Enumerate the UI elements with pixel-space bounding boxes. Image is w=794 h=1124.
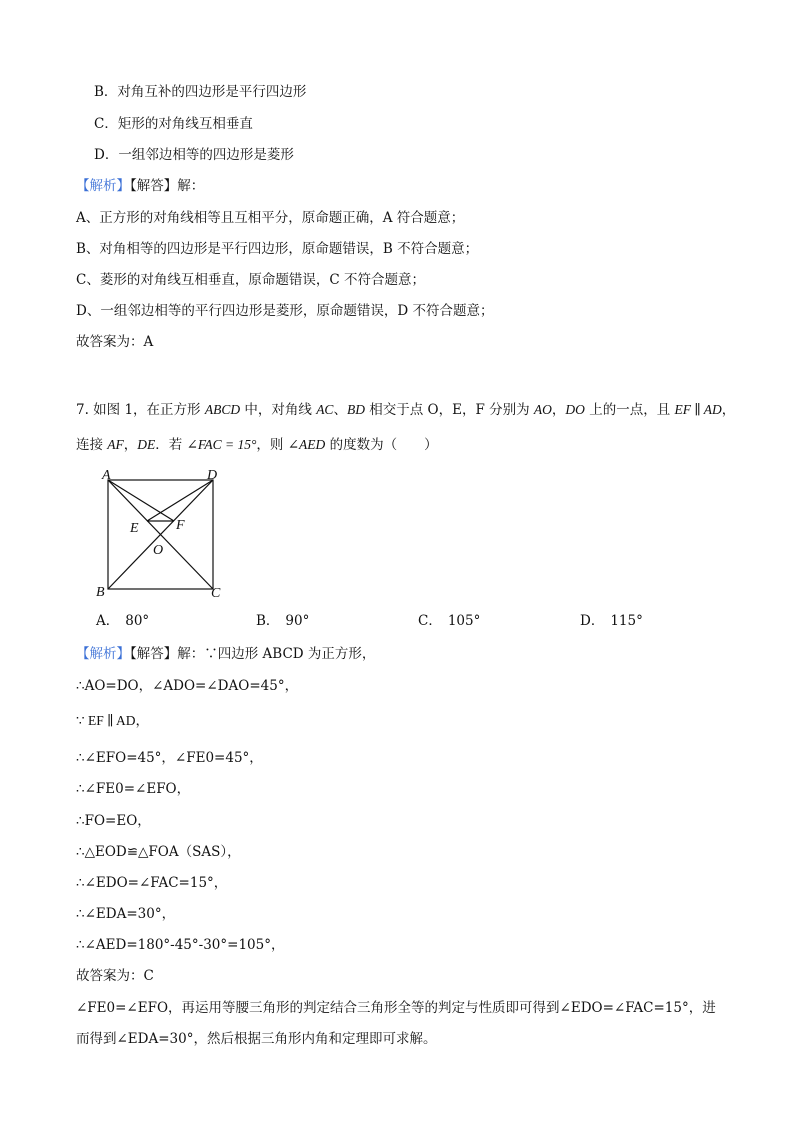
- option-a: A． 80°: [96, 613, 150, 629]
- stem-math: AO: [533, 402, 552, 417]
- prev-option-d: D．一组邻边相等的四边形是菱形: [94, 147, 294, 163]
- analysis-tag: 【解析】: [76, 178, 130, 194]
- stem-math: AF: [107, 437, 124, 452]
- prev-option-b: B．对角互补的四边形是平行四边形: [94, 84, 307, 100]
- label-a: A: [102, 468, 111, 483]
- q7-comment-line: ∠FE0=∠EFO，再运用等腰三角形的判定结合三角形全等的判定与性质即可得到∠EDO=∠FAC=15°，进: [76, 1000, 716, 1016]
- label-e: E: [130, 521, 139, 536]
- q7-analysis-header: [76, 645, 375, 663]
- q7-final-answer: 故答案为：C: [76, 968, 154, 984]
- stem-math: ABCD: [204, 402, 241, 417]
- stem-math: ∠AED: [287, 437, 326, 452]
- answer-tag: 【解答】解：: [130, 178, 205, 194]
- stem-math: DO: [565, 402, 585, 417]
- q7-solution-line: ∴∠AED=180°-45°-30°=105°，: [76, 937, 285, 953]
- option-b: B． 90°: [256, 613, 310, 629]
- stem-math: EF ∥ AD: [674, 402, 722, 417]
- answer-tag: 【解答】解：∵四边形 ABCD 为正方形，: [130, 646, 376, 662]
- square-figure: [90, 466, 240, 602]
- stem-math: ∠FAC = 15°: [186, 437, 257, 452]
- prev-solution-line: D、一组邻边相等的平行四边形是菱形，原命题错误，D 不符合题意；: [76, 303, 494, 319]
- q7-solution-line: ∴△EOD≌△FOA（SAS），: [76, 844, 241, 860]
- question-stem-line1: [76, 401, 735, 419]
- prev-solution-line: B、对角相等的四边形是平行四边形，原命题错误，B 不符合题意；: [76, 241, 479, 257]
- stem-text: 相交于点 O，E，F 分别为: [364, 402, 534, 418]
- prev-option-c: C．矩形的对角线互相垂直: [94, 116, 253, 132]
- stem-text: 、: [333, 402, 347, 418]
- stem-math: BD: [346, 402, 365, 417]
- prev-final-answer: 故答案为：A: [76, 334, 154, 350]
- q7-solution-line: ∵ EF ∥ AD，: [76, 713, 149, 728]
- q7-solution-line: ∴∠EDO=∠FAC=15°，: [76, 875, 228, 891]
- stem-text: 上的一点，且: [584, 402, 675, 418]
- stem-text: ，: [123, 437, 138, 453]
- stem-text: 连接: [76, 437, 108, 453]
- prev-analysis-header: [76, 177, 204, 195]
- q7-solution-line: ∴∠EFO=45°，∠FE0=45°，: [76, 750, 263, 766]
- q7-comment-line: 而得到∠EDA=30°，然后根据三角形内角和定理即可求解。: [76, 1031, 437, 1047]
- q7-solution-line: ∴∠EDA=30°，: [76, 906, 176, 922]
- stem-text: ，: [551, 402, 566, 418]
- q7-solution-line: ∴FO=EO，: [76, 813, 151, 829]
- stem-text: ．若: [155, 437, 187, 453]
- stem-text: ，则: [256, 437, 288, 453]
- stem-text: ，: [721, 402, 736, 418]
- q7-solution-line: ∴∠FE0=∠EFO，: [76, 781, 191, 797]
- stem-math: DE: [137, 437, 156, 452]
- label-o: O: [153, 543, 164, 558]
- analysis-tag: 【解析】: [76, 646, 130, 662]
- prev-solution-line: A、正方形的对角线相等且互相平分，原命题正确，A 符合题意；: [76, 210, 465, 226]
- option-c: C． 105°: [418, 613, 481, 629]
- label-c: C: [211, 586, 221, 601]
- stem-text: 的度数为（ ）: [325, 437, 438, 453]
- prev-solution-line: C、菱形的对角线互相垂直，原命题错误，C 不符合题意；: [76, 272, 425, 288]
- option-d: D． 115°: [580, 613, 643, 629]
- label-b: B: [96, 585, 105, 600]
- label-d: D: [207, 468, 218, 483]
- question-stem-line2: [76, 436, 438, 454]
- q7-solution-line: ∴AO=DO，∠ADO=∠DAO=45°，: [76, 678, 299, 694]
- stem-text: 7. 如图 1，在正方形: [76, 402, 205, 418]
- stem-math: AC: [316, 402, 334, 417]
- stem-text: 中，对角线: [240, 402, 317, 418]
- label-f: F: [176, 518, 185, 533]
